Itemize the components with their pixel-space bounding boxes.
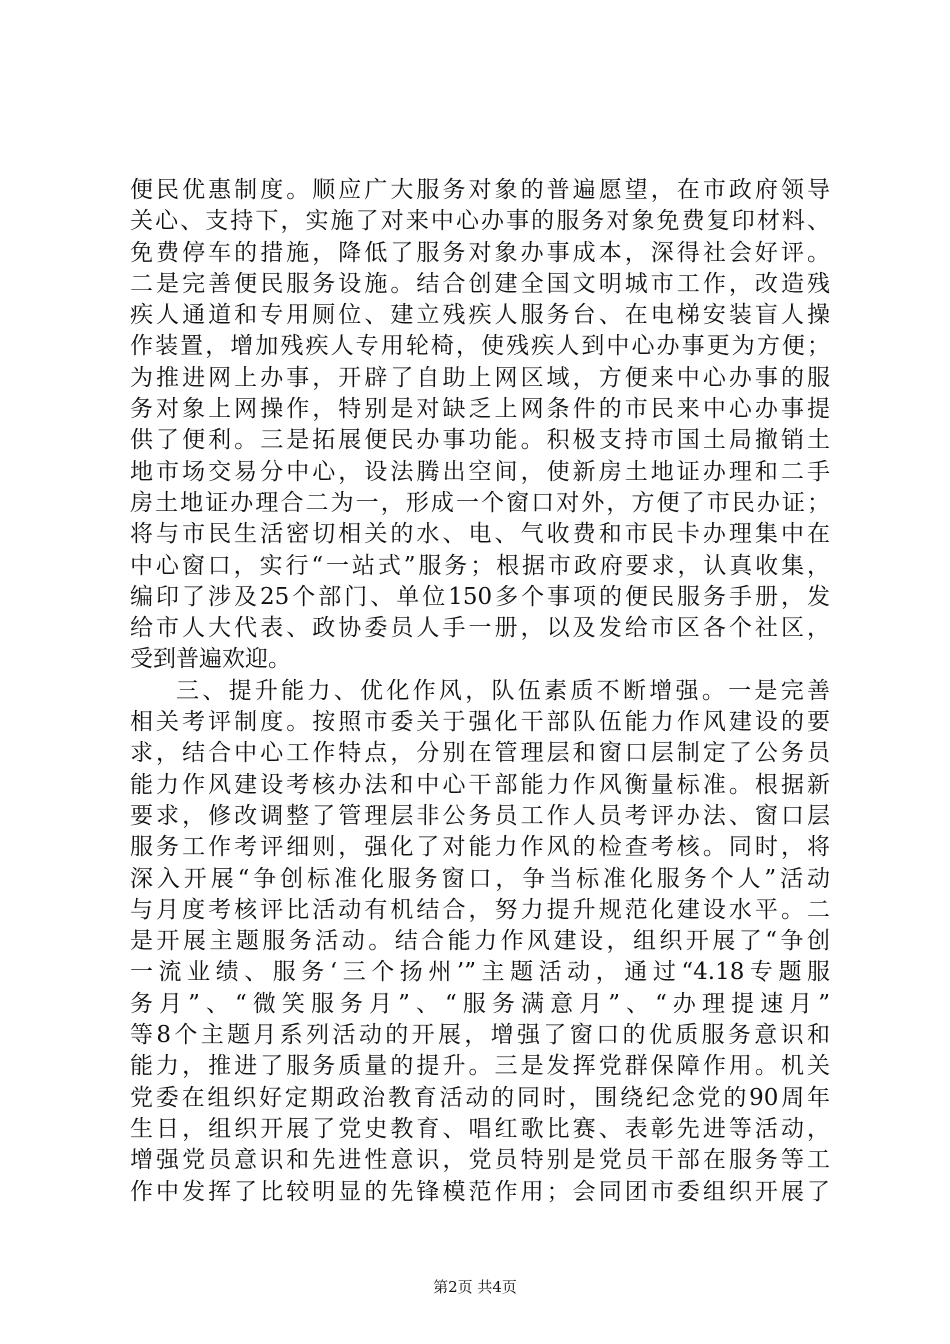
text-line: 受到普遍欢迎。 [130,646,291,673]
page-number-label: 第2页 共4页 [433,1278,517,1296]
text-line: 要求，修改调整了管理层非公务员工作人员考评办法、窗口层 [130,802,830,829]
text-line: 编印了涉及25个部门、单位150多个事项的便民服务手册，发 [130,583,830,610]
text-line: 给市人大代表、政协委员人手一册，以及发给市区各个社区， [130,615,830,642]
paragraph-start-line: 三、提升能力、优化作风，队伍素质不断增强。一是完善 [176,677,830,704]
text-line: 等8个主题月系列活动的开展，增强了窗口的优质服务意识和 [130,1022,830,1049]
text-line: 增强党员意识和先进性意识，党员特别是党员干部在服务等工 [130,1147,830,1174]
text-line: 能力作风建设考核办法和中心干部能力作风衡量标准。根据新 [130,771,830,798]
text-line: 供了便利。三是拓展便民办事功能。积极支持市国土局撤销土 [130,427,830,454]
text-line: 中心窗口，实行“一站式”服务；根据市政府要求，认真收集， [130,552,830,579]
page-footer [0,1277,950,1297]
text-line: 一流业绩、服务‘三个扬州’”主题活动，通过“4.18专题服 [130,959,830,986]
text-line: 作中发挥了比较明显的先锋模范作用；会同团市委组织开展了 [130,1178,830,1205]
text-line: 服务工作考评细则，强化了对能力作风的检查考核。同时，将 [130,834,830,861]
document-body [130,175,830,1208]
text-line: 地市场交易分中心，设法腾出空间，使新房土地证办理和二手 [130,458,830,485]
text-line: 是开展主题服务活动。结合能力作风建设，组织开展了“争创 [130,928,830,955]
text-line: 党委在组织好定期政治教育活动的同时，围绕纪念党的90周年 [130,1084,830,1111]
text-line: 生日，组织开展了党史教育、唱红歌比赛、表彰先进等活动， [130,1115,830,1142]
text-line: 与月度考核评比活动有机结合，努力提升规范化建设水平。二 [130,896,830,923]
text-line: 为推进网上办事，开辟了自助上网区域，方便来中心办事的服 [130,364,830,391]
text-line: 二是完善便民服务设施。结合创建全国文明城市工作，改造残 [130,270,830,297]
text-line: 房土地证办理合二为一，形成一个窗口对外，方便了市民办证； [130,489,830,516]
text-line: 关心、支持下，实施了对来中心办事的服务对象免费复印材料、 [130,208,830,235]
text-line: 作装置，增加残疾人专用轮椅，使残疾人到中心办事更为方便； [130,333,830,360]
text-line: 免费停车的措施，降低了服务对象办事成本，深得社会好评。 [130,239,830,266]
text-line: 将与市民生活密切相关的水、电、气收费和市民卡办理集中在 [130,521,830,548]
text-line: 相关考评制度。按照市委关于强化干部队伍能力作风建设的要 [130,709,830,736]
text-line: 便民优惠制度。顺应广大服务对象的普遍愿望，在市政府领导 [130,177,830,203]
text-line: 务月”、“微笑服务月”、“服务满意月”、“办理提速月” [130,990,830,1017]
text-line: 能力，推进了服务质量的提升。三是发挥党群保障作用。机关 [130,1053,830,1080]
text-line: 求，结合中心工作特点，分别在管理层和窗口层制定了公务员 [130,740,830,767]
text-line: 疾人通道和专用厕位、建立残疾人服务台、在电梯安装盲人操 [130,302,830,329]
text-line: 务对象上网操作，特别是对缺乏上网条件的市民来中心办事提 [130,396,830,423]
text-line: 深入开展“争创标准化服务窗口，争当标准化服务个人”活动 [130,865,830,892]
